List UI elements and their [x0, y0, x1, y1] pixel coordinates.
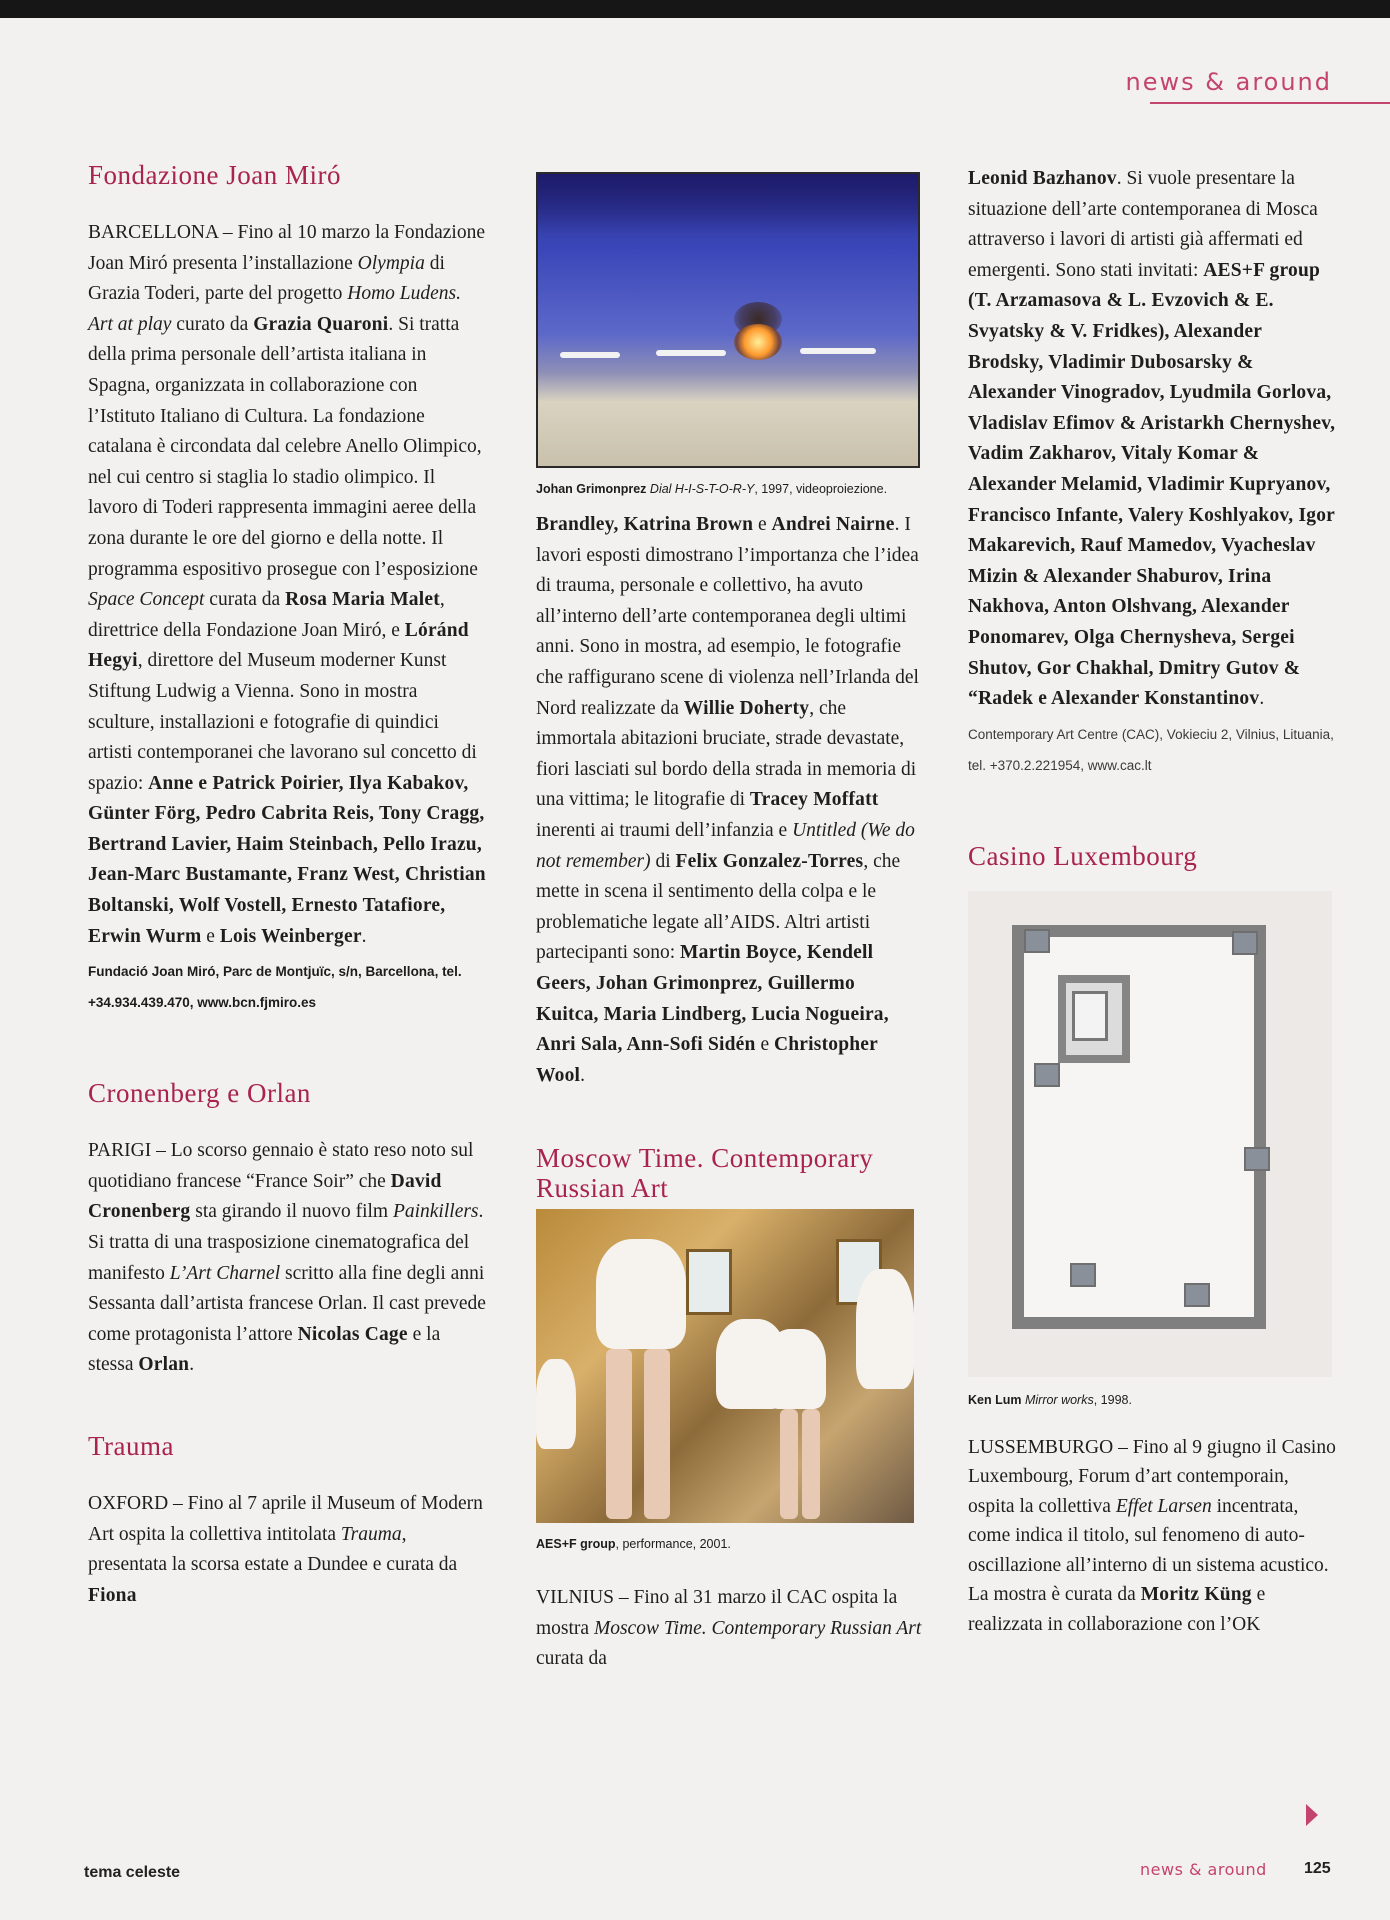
- photo-caption: [536, 1529, 922, 1559]
- text: . I lavori esposti dimostrano l’importanza che l’idea di trauma, personale e collettivo, ha avuto all’interno dell’arte contemporanea degli ultimi anni. Sono in mostra, ad esempio, le fotografie che raffigurano scene di violenza nell’Irlanda del Nord realizzate da: [536, 514, 919, 719]
- photo-clipping: [1024, 929, 1050, 953]
- caption-details: , performance, 2001.: [615, 1537, 731, 1552]
- photo-figure: [536, 1359, 576, 1449]
- text: , che immortala abitazioni bruciate, strade devastate, fiori lasciati sul bordo della strada in memoria di una vittima; le litografie di: [536, 697, 917, 811]
- text: PARIGI – Lo scorso gennaio è stato reso noto sul quotidiano francese “France Soir” che: [88, 1140, 474, 1192]
- italic-text: Moscow Time. Contemporary Russian Art: [593, 1617, 922, 1639]
- photo-mirror-works: [968, 891, 1332, 1377]
- photo-leg: [644, 1349, 670, 1519]
- caption-artist: Johan Grimonprez: [536, 482, 647, 496]
- footer-section-name: news & around: [1140, 1860, 1267, 1879]
- text: e la stessa: [88, 1323, 441, 1376]
- text: e: [755, 1034, 774, 1056]
- text: curato da: [171, 313, 254, 335]
- text: .: [1259, 688, 1265, 710]
- airplane-shape: [656, 350, 726, 356]
- photo-clipping: [1034, 1063, 1060, 1087]
- italic-text: Homo Ludens. Art at play: [88, 283, 462, 335]
- italic-text: Painkillers: [392, 1201, 479, 1223]
- text: , che mette in scena il sentimento della colpa e le problematiche legate all’AIDS. Altri artisti partecipanti sono:: [536, 850, 901, 964]
- article-title: Moscow Time. Contemporary Russian Art: [536, 1143, 874, 1204]
- bold-name: AES+F group (T. Arzamasova & L. Evzovich & E. Svyatsky & V. Fridkes), Alexander Brodsky, Vladimir Dubosarsky & Alexander Vinogradov, Lyudmila Gorlova, Vladislav Efimov & Aristarkh Chernyshev, Vadim Zakharov, Vitaly Komar & Alexander Melamid, Vladimir Kupryanov, Francisco Infante, Valery Koshlyakov, Igor Makarevich, Rauf Mamedov, Vyacheslav Mizin & Alexander Shaburov, Irina Nakhova, Anton Olshvang, Alexander Ponomarev, Olga Chernysheva, Sergei Shutov, Gor Chakhal, Dmitry Gutov & “Radek e Alexander Konstantinov: [968, 259, 1336, 710]
- photo-caption: [536, 474, 922, 504]
- figure-aes-group: [536, 1209, 922, 1559]
- photo-clipping: [1232, 931, 1258, 955]
- text: . Si vuole presentare la situazione dell’arte contemporanea di Mosca attraverso i lavori di artisti già affermati ed emergenti. Sono stati invitati:: [968, 168, 1318, 281]
- bold-name: Moritz Küng: [1140, 1584, 1252, 1606]
- article-title: Fondazione Joan Miró: [88, 160, 341, 190]
- bold-name: Christopher Wool: [536, 1034, 878, 1086]
- bold-name: Lóránd Hegyi: [88, 619, 469, 672]
- photo-dial-history: [536, 172, 920, 468]
- text: VILNIUS – Fino al 31 marzo il CAC ospita la mostra: [536, 1587, 898, 1639]
- text: inerenti ai traumi dell’infanzia e: [536, 819, 793, 841]
- bold-name: Rosa Maria Malet: [285, 589, 440, 611]
- caption-details: , 1998.: [1093, 1392, 1132, 1407]
- bold-name: Lois Weinberger: [219, 925, 362, 947]
- article-body: [88, 1489, 488, 1611]
- italic-text: Olympia: [357, 252, 425, 274]
- article-trauma-continued: [536, 510, 922, 1091]
- text: OXFORD – Fino al 7 aprile il Museum of Modern Art ospita la collettiva intitolata: [88, 1493, 483, 1545]
- caption-title: Mirror works: [1024, 1392, 1094, 1407]
- photo-aes-performance: [536, 1209, 914, 1523]
- photo-sky: [538, 174, 918, 234]
- text: .: [189, 1354, 195, 1376]
- bold-name: Tracey Moffatt: [749, 789, 879, 811]
- text: BARCELLONA – Fino al 10 marzo la Fondazione Joan Miró presenta l’installazione: [88, 222, 485, 274]
- photo-figure: [596, 1239, 686, 1349]
- bold-name: Andrei Nairne: [771, 514, 895, 535]
- column-2: [536, 172, 922, 1675]
- column-3: [968, 164, 1340, 1639]
- bold-name: Fiona: [88, 1584, 137, 1606]
- bold-name: Anne e Patrick Poirier, Ilya Kabakov, Günter Förg, Pedro Cabrita Reis, Tony Cragg, Bertrand Lavier, Haim Steinbach, Pello Irazu, Jean-Marc Bustamante, Franz West, Christian Boltanski, Wolf Vostell, Ernesto Tatafiore, Erwin Wurm: [88, 772, 486, 947]
- italic-text: Trauma: [340, 1523, 402, 1545]
- photo-figure: [856, 1269, 914, 1389]
- text: curata da: [204, 589, 286, 611]
- footer-magazine-name: tema celeste: [84, 1864, 181, 1881]
- venue-address: Fundació Joan Miró, Parc de Montjuïc, s/n, Barcellona, tel. +34.934.439.470, www.bcn.fjmiro.es: [88, 964, 462, 1011]
- text: e realizzata in collaborazione con l’OK: [968, 1584, 1266, 1635]
- photo-clipping: [1184, 1283, 1210, 1307]
- article-title: Trauma: [88, 1431, 175, 1461]
- airplane-shape: [800, 348, 876, 354]
- italic-text: Effet Larsen: [1115, 1495, 1212, 1517]
- article-body: [968, 1433, 1340, 1640]
- mirror-inner-panel: [1072, 991, 1108, 1041]
- text: di: [650, 850, 676, 872]
- section-rule: [1150, 102, 1390, 104]
- bold-name: David Cronenberg: [88, 1170, 442, 1223]
- text: di Grazia Toderi, parte del progetto: [88, 252, 445, 305]
- italic-text: L’Art Charnel: [169, 1262, 281, 1284]
- explosion-shape: [734, 324, 782, 360]
- photo-clipping: [1070, 1263, 1096, 1287]
- page-number: 125: [1304, 1860, 1331, 1877]
- article-casino-luxembourg: [968, 841, 1340, 1640]
- text: . Si tratta di una trasposizione cinematografica del manifesto: [88, 1201, 484, 1284]
- bold-name: Leonid Bazhanov: [968, 168, 1117, 189]
- bold-name: Martin Boyce, Kendell Geers, Johan Grimonprez, Guillermo Kuitca, Maria Lindberg, Lucia Nogueira, Anri Sala, Ann-Sofi Sidén: [536, 942, 889, 1056]
- caption-artist: Ken Lum: [968, 1392, 1022, 1407]
- text: sta girando il nuovo film: [190, 1201, 393, 1223]
- mirror-frame: [1012, 925, 1266, 1329]
- text: , direttrice della Fondazione Joan Miró, e: [88, 589, 445, 641]
- article-body: [88, 1136, 488, 1381]
- venue-address: Contemporary Art Centre (CAC), Vokieciu 2, Vilnius, Lituania, tel. +370.2.221954, www.cac.lt: [968, 726, 1334, 773]
- bold-name: Felix Gonzalez-Torres: [675, 850, 864, 872]
- text: .: [361, 925, 367, 947]
- photo-leg: [780, 1409, 798, 1519]
- caption-details: , 1997, videoproiezione.: [754, 482, 888, 496]
- photo-window: [686, 1249, 732, 1315]
- bold-name: Nicolas Cage: [297, 1323, 408, 1345]
- text: e: [201, 925, 220, 947]
- text: LUSSEMBURGO – Fino al 9 giugno il Casino Luxembourg, Forum d’art contemporain, ospita la collettiva: [968, 1436, 1336, 1517]
- article-moscow-time: [536, 1143, 922, 1675]
- bold-name: Willie Doherty: [683, 697, 810, 719]
- text: . Si tratta della prima personale dell’artista italiana in Spagna, organizzata in collaborazione con l’Istituto Italiano di Cultura. La fondazione catalana è circondata dal celebre Anello Olimpico, nel cui centro si staglia lo stadio olimpico. Il lavoro di Toderi rappresenta immagini aeree della zona durante le ore del giorno e della notte. Il programma espositivo prosegue con l’esposizione: [88, 313, 482, 580]
- italic-text: Space Concept: [88, 589, 205, 611]
- caption-title: Dial H-I-S-T-O-R-Y: [649, 482, 755, 496]
- airplane-shape: [560, 352, 620, 358]
- article-trauma: [88, 1431, 488, 1611]
- section-tag: news & around: [1125, 68, 1332, 96]
- article-cronenberg-orlan: [88, 1078, 488, 1381]
- bold-name: Grazia Quaroni: [253, 313, 389, 335]
- column-1: [88, 160, 488, 1611]
- bold-name: Orlan: [138, 1354, 190, 1376]
- photo-leg: [802, 1409, 820, 1519]
- article-fondazione-miro: [88, 160, 488, 1018]
- article-moscow-continued: [968, 164, 1340, 715]
- article-body: [536, 1583, 922, 1675]
- text: , presentata la scorsa estate a Dundee e curata da: [88, 1523, 458, 1576]
- figure-mirror-works: [968, 891, 1340, 1415]
- photo-clipping: [1244, 1147, 1270, 1171]
- continue-arrow-icon: [1306, 1804, 1318, 1826]
- text: curata da: [536, 1648, 607, 1670]
- text: , direttore del Museum moderner Kunst Stiftung Ludwig a Vienna. Sono in mostra sculture, installazioni e fotografie di quindici artisti contemporanei che lavorano sul concetto di spazio:: [88, 650, 477, 794]
- bold-name: Brandley, Katrina Brown: [536, 514, 754, 535]
- article-title: Casino Luxembourg: [968, 840, 1198, 871]
- text: incentrata, come indica il titolo, sul fenomeno di auto-oscillazione all’interno di un sistema acustico.: [968, 1495, 1329, 1576]
- text: scritto alla fine degli anni Sessanta dall’artista francese Orlan. Il cast prevede come protagonista l’attore: [88, 1262, 486, 1345]
- text: .: [580, 1064, 586, 1086]
- text: e: [753, 514, 772, 535]
- magazine-page: [0, 18, 1390, 1920]
- photo-leg: [606, 1349, 632, 1519]
- italic-text: Untitled (We do not remember): [536, 819, 915, 872]
- caption-artist: AES+F group: [536, 1537, 616, 1552]
- text: La mostra è curata da: [968, 1584, 1141, 1606]
- article-title: Cronenberg e Orlan: [88, 1078, 311, 1109]
- figure-dial-history: [536, 172, 922, 504]
- photo-caption: [968, 1385, 1340, 1415]
- article-body: [88, 218, 488, 952]
- photo-figure: [766, 1329, 826, 1409]
